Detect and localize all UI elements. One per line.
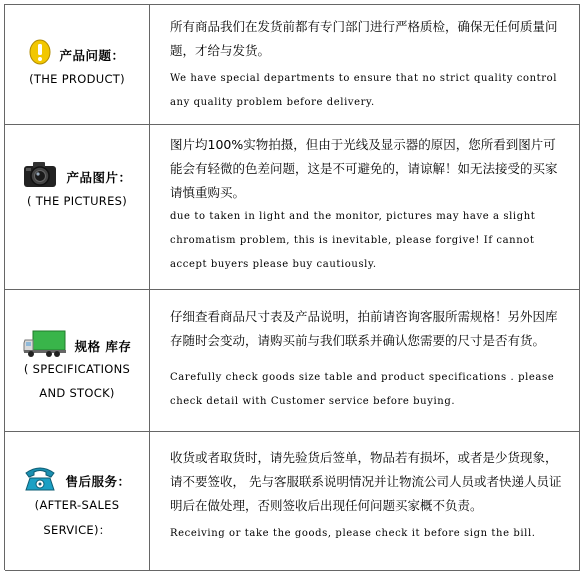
row-specifications-title-en-2: AND STOCK) [39, 386, 115, 400]
row-product-text-en: We have special departments to ensure that no strict quality control any quality problem before delivery. [170, 73, 558, 108]
row-after-sales-title-cell [5, 432, 150, 570]
row-specifications-title-cell [5, 290, 150, 431]
row-pictures [5, 125, 580, 290]
row-after-sales [5, 432, 580, 571]
row-pictures-title-cell [5, 125, 150, 289]
row-after-sales-text-en: Receiving or take the goods, please check it before sign the bill. [170, 528, 536, 539]
row-after-sales-text-zh: 收货或者取货时，请先验货后签单，物品若有损坏，或者是少货现象，请不要签收， 先与客服联系说明情况并让物流公司人员或者快递人员证明后在做处理，否则签收后出现任何问题买家概不负责。 [170, 450, 562, 513]
exclamation-icon [29, 39, 51, 70]
row-product-title-cell [5, 5, 150, 124]
row-after-sales-title-zh: 售后服务： [65, 473, 131, 489]
row-pictures-text-en: due to taken in light and the monitor, pictures may have a slight chromatism problem, this is inevitable, please forgive! If cannot accept buyers please buy cautiously. [170, 211, 536, 270]
row-product-title-zh: 产品问题： [59, 47, 125, 63]
row-specifications-text-en: Carefully check goods size table and product specifications . please check detail with Customer service before buying. [170, 372, 555, 407]
row-after-sales-content-cell [150, 432, 580, 570]
row-product-text-zh: 所有商品我们在发货前都有专门部门进行严格质检，确保无任何质量问题，才给与发货。 [170, 19, 558, 58]
row-pictures-title-en: ( THE PICTURES) [26, 194, 128, 208]
camera-icon [22, 159, 58, 194]
row-pictures-text-zh: 图片均100%实物拍摄，但由于光线及显示器的原因，您所看到图片可能会有轻微的色差问题，这是不可避免的，请谅解！如无法接受的买家请慎重购买。 [170, 137, 558, 200]
row-specifications-content-cell [150, 290, 580, 431]
row-after-sales-title-en-1: (AFTER-SALES [34, 498, 120, 512]
row-pictures-content-cell [150, 125, 580, 289]
row-specifications-text-zh: 仔细查看商品尺寸表及产品说明，拍前请咨询客服所需规格！另外因库存随时会变动，请购买前与我们联系并确认您需要的尺寸是否有货。 [170, 309, 558, 348]
truck-icon [23, 328, 67, 363]
row-product-content-cell [150, 5, 580, 124]
row-specifications [5, 290, 580, 432]
telephone-icon [23, 464, 57, 497]
info-table [4, 4, 580, 570]
row-after-sales-title-en-2: SERVICE)： [43, 523, 111, 537]
row-pictures-title-zh: 产品图片： [66, 169, 132, 185]
row-specifications-title-zh: 规格 库存 [74, 338, 132, 354]
row-product [5, 5, 580, 125]
row-specifications-title-en-1: ( SPECIFICATIONS [23, 362, 131, 376]
row-product-title-en: (THE PRODUCT) [29, 72, 125, 86]
